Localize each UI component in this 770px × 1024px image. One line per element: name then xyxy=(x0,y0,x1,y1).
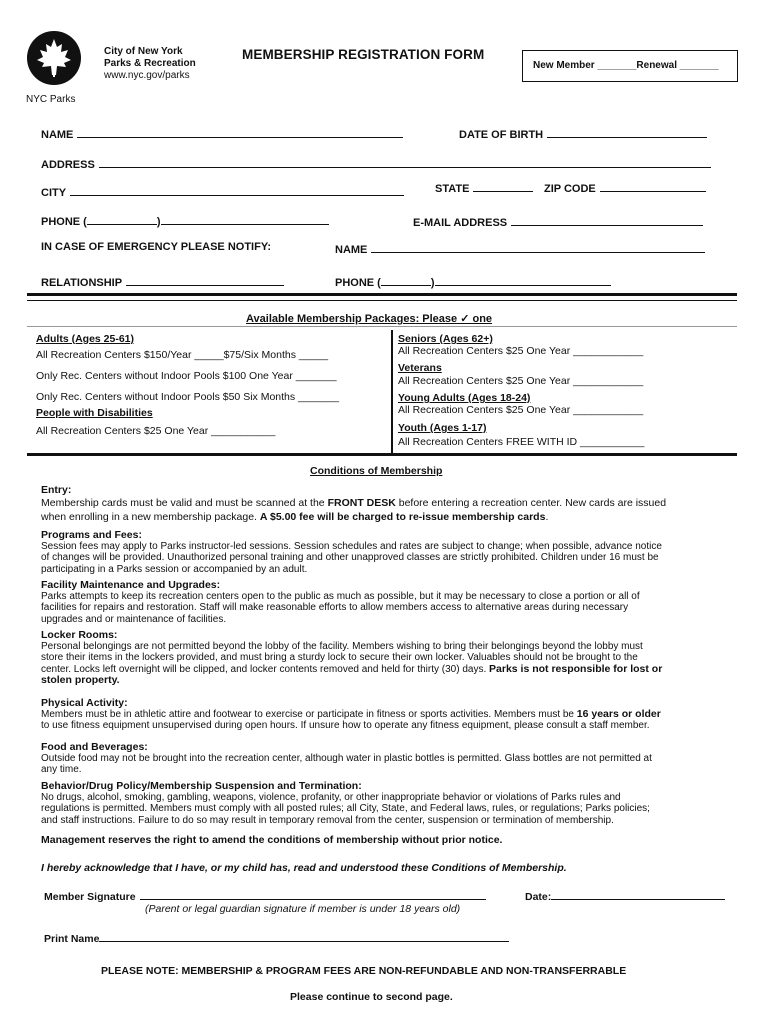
food-line-1: Outside food may not be brought into the recreation center, although water in plastic bottles is permitted. Glass bottles are not permitted at xyxy=(41,753,652,764)
state-field[interactable] xyxy=(435,180,533,195)
veterans-option-1[interactable]: All Recreation Centers $25 One Year ____________ xyxy=(398,375,644,387)
adults-option-1[interactable] xyxy=(36,349,328,361)
facility-heading: Facility Maintenance and Upgrades: xyxy=(41,579,221,591)
address-field[interactable] xyxy=(41,156,711,171)
dob-label: DATE OF BIRTH xyxy=(459,129,544,141)
adults-option-3[interactable]: Only Rec. Centers without Indoor Pools $50 Six Months _______ xyxy=(36,391,339,403)
programs-line-2: of changes will be provided. Unauthorized personal training and other unapproved classes are strictly prohibited. Children under 16 must be xyxy=(41,552,659,564)
relationship-line[interactable] xyxy=(126,274,284,286)
brand-label: NYC Parks xyxy=(26,94,76,105)
org-name: City of New York xyxy=(104,46,183,57)
member-type-box[interactable] xyxy=(522,50,738,82)
disabilities-header xyxy=(36,407,153,419)
guardian-note: (Parent or legal guardian signature if member is under 18 years old) xyxy=(145,903,461,915)
state-label: STATE xyxy=(435,183,470,195)
seniors-header-text: Seniors (Ages 62+) xyxy=(398,333,493,345)
locker-line-4: stolen property. xyxy=(41,673,120,686)
young-adults-header xyxy=(398,392,530,404)
city-label: CITY xyxy=(41,187,67,199)
entry-heading: Entry: xyxy=(41,484,72,496)
packages-divider xyxy=(391,330,393,453)
phone-number-line[interactable] xyxy=(161,213,329,225)
locker-line-3 xyxy=(41,664,743,675)
adults-header-text: Adults (Ages 25-61) xyxy=(36,333,135,345)
locker-line-3-text: center. Locks left overnight will be clipped, and locker contents removed and held for thirty (30) days. xyxy=(41,663,490,675)
young-adults-header-text: Young Adults (Ages 18-24) xyxy=(398,392,531,404)
behavior-line-3: and staff instructions. Failure to do so may result in temporary removal from the center, suspension or termination of membership. xyxy=(41,814,614,826)
physical-line-1-bold: 16 years or older xyxy=(576,708,661,720)
programs-section xyxy=(41,529,743,575)
entry-text-1-end: before entering a recreation center. New cards are issued xyxy=(395,497,667,509)
name-input-line[interactable] xyxy=(77,126,403,138)
packages-title xyxy=(246,312,492,325)
behavior-line-1: No drugs, alcohol, smoking, gambling, weapons, violence, profanity, or other inappropriate behavior or violations of Parks rules and xyxy=(41,792,621,803)
packages-header-rule xyxy=(27,326,737,327)
phone-label: PHONE ( xyxy=(41,216,87,228)
org-department: Parks & Recreation xyxy=(104,58,196,69)
emergency-area-code-line[interactable] xyxy=(381,274,431,286)
young-adults-option-1[interactable]: All Recreation Centers $25 One Year ____________ xyxy=(398,404,644,416)
emergency-name-field[interactable] xyxy=(335,241,705,256)
disabilities-option-1[interactable]: All Recreation Centers $25 One Year ___________ xyxy=(36,425,276,437)
state-input-line[interactable] xyxy=(473,180,533,192)
emergency-name-line[interactable] xyxy=(371,241,705,253)
emergency-phone-line[interactable] xyxy=(435,274,611,286)
locker-heading: Locker Rooms: xyxy=(41,629,118,641)
entry-text-2-end: . xyxy=(545,511,549,523)
adults-option-1-six-months: $75/Six Months _____ xyxy=(223,349,329,361)
city-input-line[interactable] xyxy=(70,184,404,196)
acknowledgement: I hereby acknowledge that I have, or my child has, read and understood these Conditions of Membership. xyxy=(41,862,567,874)
physical-line-1-text: Members must be in athletic attire and footwear to exercise or participate in fitness or sports activities. Members must be xyxy=(41,709,577,720)
zip-field[interactable] xyxy=(544,180,706,195)
facility-line-1: Parks attempts to keep its recreation centers open to the public as much as possible, but it may be necessary to close a portion or all of xyxy=(41,591,640,602)
youth-header xyxy=(398,422,486,434)
entry-text-1: Membership cards must be valid and must be scanned at the xyxy=(41,497,328,509)
relationship-label: RELATIONSHIP xyxy=(41,277,123,289)
nyc-parks-leaf-logo-icon xyxy=(26,30,82,86)
renewal-option[interactable]: Renewal _______ xyxy=(636,60,719,71)
city-field[interactable] xyxy=(41,184,404,199)
youth-option-1[interactable]: All Recreation Centers FREE WITH ID ___________ xyxy=(398,436,645,448)
entry-text-2: when enrolling in a new membership package. xyxy=(41,511,260,523)
packages-top-rule xyxy=(27,293,737,296)
programs-heading: Programs and Fees: xyxy=(41,529,142,541)
packages-title-text: Available Membership Packages xyxy=(246,313,416,325)
entry-text-2-bold: A $5.00 fee will be charged to re-issue membership cards xyxy=(259,511,546,523)
seniors-header xyxy=(398,333,493,345)
facility-line-3: upgrades and or maintenance of facilities. xyxy=(41,613,227,625)
date-label: Date: xyxy=(525,891,552,903)
conditions-title: Conditions of Membership xyxy=(310,465,443,477)
entry-section xyxy=(41,484,743,524)
new-member-option[interactable]: New Member _______ xyxy=(533,60,637,71)
dob-field[interactable] xyxy=(459,126,707,141)
member-signature-field[interactable] xyxy=(44,888,486,903)
entry-text xyxy=(41,496,743,524)
zip-label: ZIP CODE xyxy=(544,183,596,195)
relationship-field[interactable] xyxy=(41,274,284,289)
food-section xyxy=(41,741,743,776)
behavior-heading: Behavior/Drug Policy/Membership Suspension and Termination: xyxy=(41,780,362,792)
date-field[interactable] xyxy=(525,888,725,903)
youth-header-text: Youth (Ages 1-17) xyxy=(398,422,487,434)
address-input-line[interactable] xyxy=(99,156,711,168)
member-signature-label: Member Signature xyxy=(44,891,136,903)
seniors-option-1[interactable]: All Recreation Centers $25 One Year ____________ xyxy=(398,345,644,357)
phone-area-code-line[interactable] xyxy=(87,213,157,225)
physical-line-1 xyxy=(41,709,743,720)
dob-input-line[interactable] xyxy=(547,126,707,138)
physical-heading: Physical Activity: xyxy=(41,697,128,709)
behavior-line-2: regulations is permitted. Members must comply with all posted rules; all City, State, and Federal laws, rules, or regulations; Parks policies; xyxy=(41,803,650,815)
locker-line-2: store their items in the lockers provided, and must bring a sturdy lock to secure their own locker. Valuables should not be brought to the xyxy=(41,652,638,664)
org-block xyxy=(104,46,196,82)
locker-line-3-bold: Parks is not responsible for lost or xyxy=(489,662,663,675)
print-name-label: Print Name xyxy=(44,933,100,945)
packages-bottom-rule xyxy=(27,453,737,456)
phone-paren: ) xyxy=(156,216,161,228)
packages-instruction: : Please ✓ one xyxy=(415,313,493,325)
name-label: NAME xyxy=(41,129,74,141)
emergency-label: IN CASE OF EMERGENCY PLEASE NOTIFY: xyxy=(41,241,272,253)
behavior-section xyxy=(41,780,743,826)
facility-section xyxy=(41,579,743,625)
facility-line-2: facilities for repairs and restoration. Staff will make reasonable efforts to allow members access to alternative areas during necessary xyxy=(41,602,629,614)
print-name-field[interactable] xyxy=(44,930,509,945)
packages-top-rule-thin xyxy=(27,300,737,301)
page-title: MEMBERSHIP REGISTRATION FORM xyxy=(242,47,485,62)
adults-header xyxy=(36,333,134,345)
disabilities-header-text: People with Disabilities xyxy=(36,407,153,419)
emergency-phone-label: PHONE ( xyxy=(335,277,381,289)
email-label: E-MAIL ADDRESS xyxy=(413,217,508,229)
adults-option-2[interactable]: Only Rec. Centers without Indoor Pools $100 One Year _______ xyxy=(36,370,337,382)
emergency-name-label: NAME xyxy=(335,244,368,256)
locker-line-1: Personal belongings are not permitted beyond the lobby of the facility. Members wishing to bring their belongings beyond the lobby must xyxy=(41,641,643,652)
entry-text-1-bold: FRONT DESK xyxy=(327,497,396,509)
fees-note: PLEASE NOTE: MEMBERSHIP & PROGRAM FEES ARE NON-REFUNDABLE AND NON-TRANSFERRABLE xyxy=(101,965,627,977)
programs-line-1: Session fees may apply to Parks instructor-led sessions. Session schedules and rates are subject to change; when possible, advance notice xyxy=(41,541,662,552)
org-url: www.nyc.gov/parks xyxy=(104,70,190,81)
locker-section xyxy=(41,629,743,686)
member-signature-line[interactable] xyxy=(140,888,486,900)
veterans-header-text: Veterans xyxy=(398,362,442,374)
zip-input-line[interactable] xyxy=(600,180,706,192)
emergency-phone-field[interactable] xyxy=(335,274,611,289)
food-heading: Food and Beverages: xyxy=(41,741,148,753)
emergency-phone-paren: ) xyxy=(430,277,435,289)
email-input-line[interactable] xyxy=(511,214,703,226)
address-label: ADDRESS xyxy=(41,159,95,171)
physical-section xyxy=(41,697,743,732)
adults-option-1-year: All Recreation Centers $150/Year _____ xyxy=(36,349,224,361)
date-line[interactable] xyxy=(551,888,725,900)
continue-note: Please continue to second page. xyxy=(290,991,453,1003)
physical-line-2: to use fitness equipment unsupervised during open hours. If unsure how to operate any fitness equipment, please consult a staff member. xyxy=(41,720,650,732)
phone-field[interactable] xyxy=(41,213,329,228)
programs-line-3: participating in a Parks session or accompanied by an adult. xyxy=(41,563,308,575)
veterans-header xyxy=(398,362,442,374)
print-name-line[interactable] xyxy=(99,930,509,942)
food-line-2: any time. xyxy=(41,764,82,776)
email-field[interactable] xyxy=(413,214,703,229)
management-note: Management reserves the right to amend the conditions of membership without prior notice. xyxy=(41,834,503,846)
name-field[interactable] xyxy=(41,126,403,141)
